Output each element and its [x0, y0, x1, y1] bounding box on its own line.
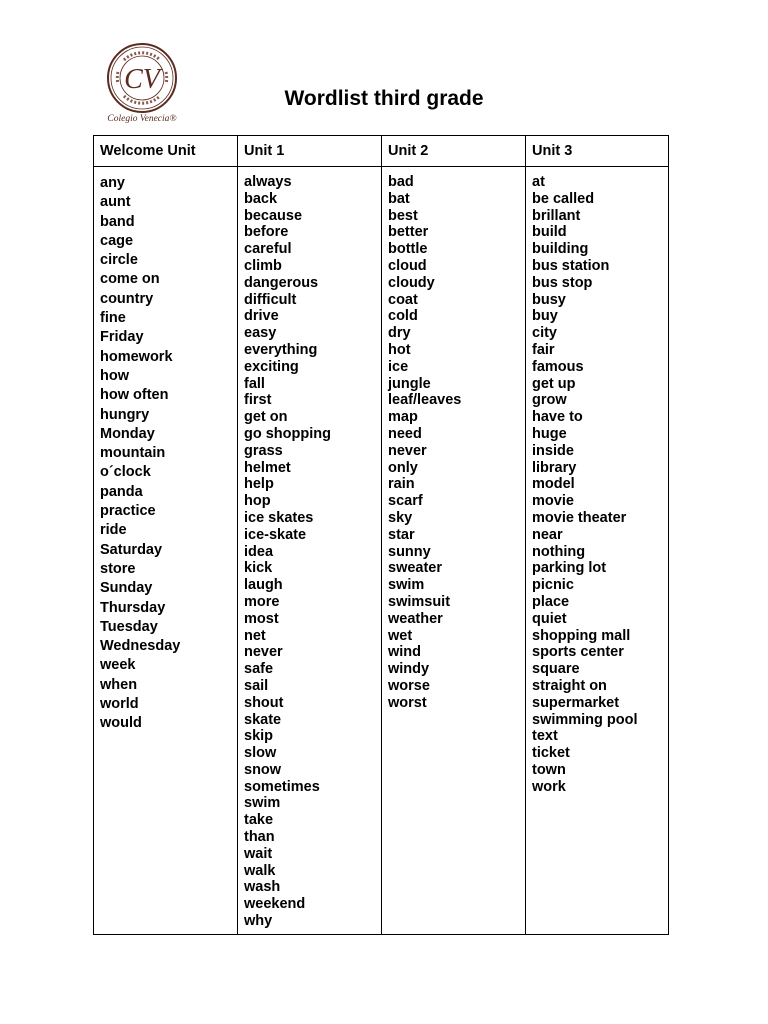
word-item: helmet [244, 459, 291, 476]
word-item: snow [244, 761, 282, 778]
word-item: idea [244, 543, 274, 560]
word-item: sunny [388, 543, 431, 560]
word-item: have to [532, 409, 583, 426]
word-item: safe [244, 661, 274, 678]
word-item: hungry [100, 406, 150, 423]
word-item: fair [532, 341, 555, 358]
word-item: climb [244, 257, 282, 274]
word-item: go shopping [244, 425, 331, 442]
word-item: than [244, 829, 275, 846]
word-item: fall [244, 375, 265, 392]
word-item: ice [388, 358, 409, 375]
header-unit-2: Unit 2 [388, 143, 429, 159]
word-item: swim [244, 795, 281, 812]
word-item: wind [388, 644, 422, 661]
word-item: supermarket [532, 694, 620, 711]
word-item: Thursday [100, 599, 166, 616]
word-item: get on [244, 409, 288, 426]
word-item: why [244, 913, 273, 930]
word-item: take [244, 812, 274, 829]
word-item: shopping mall [532, 627, 631, 644]
word-item: town [532, 761, 566, 778]
word-item: coat [388, 291, 418, 308]
word-item: straight on [532, 677, 607, 694]
word-item: text [532, 728, 558, 745]
word-item: mountain [100, 445, 166, 462]
word-item: drive [244, 308, 279, 325]
word-item: because [244, 207, 303, 224]
word-item: swimming pool [532, 711, 638, 728]
word-item: movie [532, 493, 574, 510]
word-item: sometimes [244, 778, 320, 795]
column-divider [237, 136, 238, 934]
word-item: before [244, 224, 289, 241]
word-item: everything [244, 341, 318, 358]
word-item: get up [532, 375, 576, 392]
word-item: weekend [244, 896, 306, 913]
word-item: band [100, 213, 135, 230]
word-item: leaf/leaves [388, 392, 462, 409]
column-divider [525, 136, 526, 934]
word-item: swimsuit [388, 593, 451, 610]
word-item: ride [100, 522, 127, 539]
page-title: Wordlist third grade [284, 87, 484, 110]
word-item: bus stop [532, 274, 593, 291]
word-item: cold [388, 308, 418, 325]
word-item: how often [100, 387, 169, 404]
word-item: weather [388, 610, 443, 627]
word-item: model [532, 476, 575, 493]
word-item: Sunday [100, 580, 153, 597]
word-item: rain [388, 476, 415, 493]
word-item: panda [100, 483, 143, 500]
word-item: bat [388, 190, 410, 207]
word-item: Monday [100, 425, 155, 442]
word-item: easy [244, 325, 277, 342]
word-item: library [532, 459, 577, 476]
word-item: kick [244, 560, 273, 577]
word-item: only [388, 459, 418, 476]
word-item: sky [388, 509, 413, 526]
word-item: any [100, 175, 125, 191]
word-item: help [244, 476, 274, 493]
unit-3-word-list [532, 174, 638, 795]
word-item: would [100, 715, 142, 732]
word-item: homework [100, 348, 173, 365]
word-item: place [532, 593, 570, 610]
word-item: movie theater [532, 509, 627, 526]
welcome-unit-word-list [100, 174, 180, 734]
word-item: be called [532, 190, 595, 207]
word-item: when [100, 676, 138, 693]
word-item: more [244, 593, 280, 610]
unit-1-word-list [244, 174, 331, 930]
word-item: grow [532, 392, 567, 409]
word-item: world [100, 696, 139, 713]
word-item: cloudy [388, 274, 435, 291]
word-item: skip [244, 728, 274, 745]
word-item: ticket [532, 745, 570, 762]
word-item: buy [532, 308, 558, 325]
word-item: ice skates [244, 509, 314, 526]
word-item: most [244, 610, 279, 627]
word-item: dangerous [244, 274, 319, 291]
word-item: picnic [532, 577, 574, 594]
word-item: fine [100, 310, 126, 327]
word-item: cage [100, 232, 134, 249]
column-divider [381, 136, 382, 934]
word-item: wet [388, 627, 413, 644]
word-item: o´clock [100, 464, 151, 481]
word-item: first [244, 392, 272, 409]
word-item: never [388, 442, 427, 459]
word-item: how [100, 367, 129, 384]
header-unit-3: Unit 3 [532, 143, 573, 159]
word-item: jungle [388, 375, 431, 392]
word-item: dry [388, 325, 411, 342]
word-item: grass [244, 442, 283, 459]
word-item: build [532, 224, 567, 241]
word-item: busy [532, 291, 566, 308]
word-item: famous [532, 358, 584, 375]
word-item: practice [100, 503, 156, 520]
word-item: brillant [532, 207, 581, 224]
word-item: walk [244, 862, 276, 879]
word-item: inside [532, 442, 574, 459]
word-item: shout [244, 694, 284, 711]
word-item: exciting [244, 358, 299, 375]
word-item: swim [388, 577, 425, 594]
word-item: building [532, 241, 589, 258]
word-item: week [100, 657, 136, 674]
word-item: near [532, 526, 563, 543]
word-item: wash [244, 879, 281, 896]
word-item: back [244, 190, 278, 207]
word-item: careful [244, 241, 292, 258]
word-item: always [244, 174, 292, 190]
unit-2-word-list [388, 174, 461, 712]
word-item: never [244, 644, 283, 661]
header-welcome-unit: Welcome Unit [100, 143, 196, 159]
word-item: bad [388, 174, 414, 190]
word-item: worst [388, 694, 427, 711]
header-unit-1: Unit 1 [244, 143, 285, 159]
word-item: skate [244, 711, 282, 728]
word-item: cloud [388, 257, 427, 274]
word-item: need [388, 425, 422, 442]
word-item: Tuesday [100, 618, 158, 635]
word-item: difficult [244, 291, 297, 308]
svg-text:CV: CV [124, 64, 160, 95]
word-item: Wednesday [100, 638, 181, 655]
word-item: Saturday [100, 541, 163, 558]
word-item: store [100, 560, 136, 577]
word-item: country [100, 290, 154, 307]
word-item: at [532, 174, 545, 190]
school-logo [96, 42, 188, 130]
word-item: best [388, 207, 418, 224]
word-item: work [532, 778, 566, 795]
word-item: city [532, 325, 557, 342]
word-item: nothing [532, 543, 586, 560]
word-item: parking lot [532, 560, 607, 577]
word-item: better [388, 224, 429, 241]
word-item: huge [532, 425, 567, 442]
word-item: circle [100, 252, 138, 269]
word-item: net [244, 627, 266, 644]
word-item: worse [388, 677, 430, 694]
word-item: wait [244, 845, 273, 862]
word-item: bus station [532, 257, 610, 274]
word-item: quiet [532, 610, 567, 627]
word-item: star [388, 526, 415, 543]
word-item: slow [244, 745, 277, 762]
word-item: scarf [388, 493, 423, 510]
word-item: windy [388, 661, 430, 678]
word-item: Friday [100, 329, 144, 346]
word-item: sail [244, 677, 269, 694]
word-item: sports center [532, 644, 624, 661]
word-item: bottle [388, 241, 428, 258]
word-item: come on [100, 271, 160, 288]
word-item: laugh [244, 577, 283, 594]
logo-caption: Colegio Venecia® [107, 114, 177, 124]
word-item: square [532, 661, 580, 678]
word-item: hot [388, 341, 411, 358]
word-item: sweater [388, 560, 443, 577]
wordlist-table [93, 135, 669, 935]
word-item: aunt [100, 194, 131, 211]
word-item: map [388, 409, 418, 426]
word-item: hop [244, 493, 271, 510]
word-item: ice-skate [244, 526, 307, 543]
